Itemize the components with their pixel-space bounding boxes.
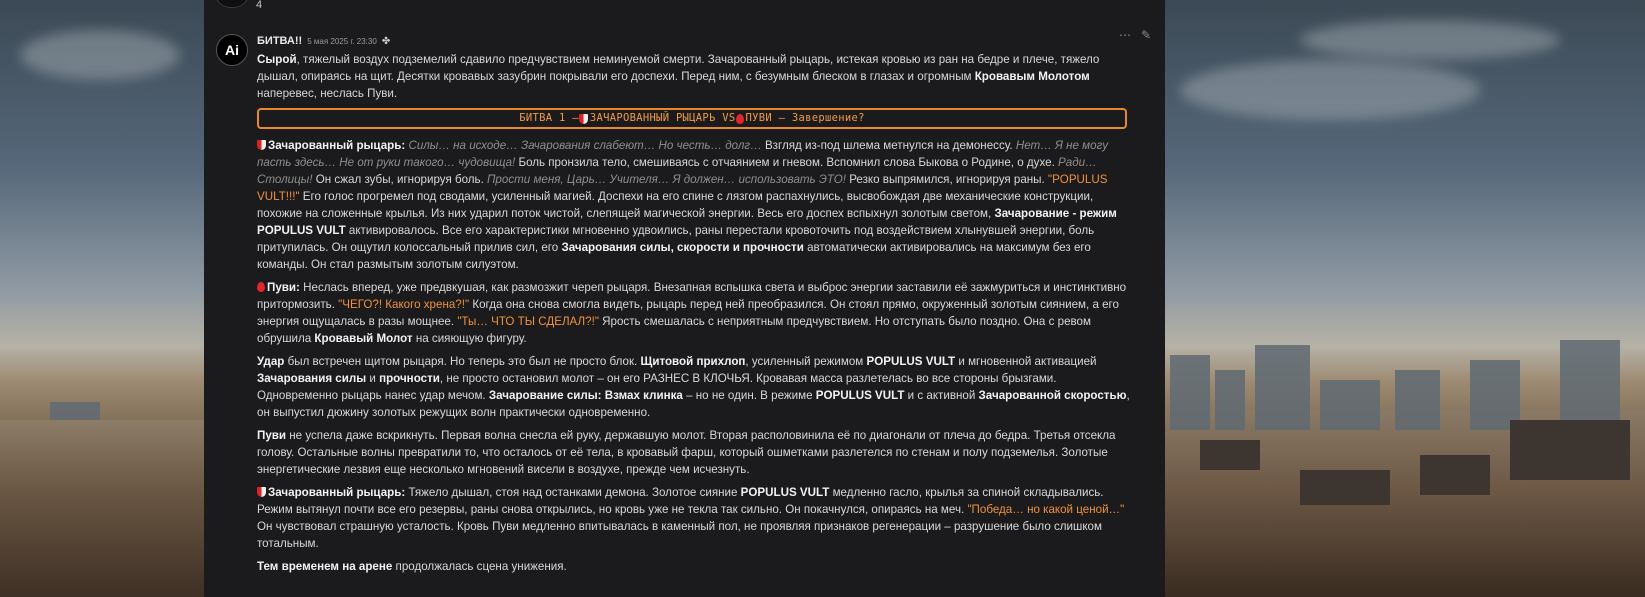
rubble (1300, 470, 1390, 505)
blood-drop-icon (736, 114, 744, 124)
bot-icon: ✤ (381, 35, 391, 47)
cloud (20, 30, 180, 80)
cloud (1300, 20, 1560, 60)
ruin (1560, 340, 1620, 430)
ruin (1170, 355, 1210, 430)
rubble (1200, 440, 1260, 470)
ground-left (0, 420, 210, 597)
ruin (1395, 370, 1440, 430)
blood-drop-icon (257, 282, 265, 292)
paragraph: Зачарованный рыцарь: Силы… на исходе… Зачарования слабеют… Но честь… долг… Взгляд из-под шлема метнулся на демонессу. Нет… Я не могу пасть здесь… Не от руки такого… чудовища! Боль пронзила тело, смешиваясь с отчаянием и гневом. Вспомнил слова Быкова о Родине, о духе. Ради… Столицы! Он сжал зубы, игнорируя боль. Прости меня, Царь… Учителя… Я должен… использовать ЭТО! Резко выпрямился, игнорируя раны. "POPULUS VULT!!!" Его голос прогремел под сводами, усиленный магией. Доспехи на его спине с лязгом распахнулись, высвобождая две механические конструкции, похожие на сложенные крылья. Из них ударил поток чистой, слепящей магической энергии. Весь его доспех вспыхнул золотым светом, Зачарование - режим POPULUS VULT активировалось. Все его характеристики мгновенно удвоились, раны перестали кровоточить под воздействием хлынувшей энергии, боль притупилась. Он ощутил колоссальный прилив сил, его Зачарования силы, скорости и прочности автоматически активировались на максимум без его команды. Он стал размытым золотым силуэтом. (257, 139, 1117, 271)
shield-icon (257, 140, 266, 150)
shield-icon (579, 114, 588, 124)
paragraph: Удар был встречен щитом рыцаря. Но теперь это был не просто блок. Щитовой прихлоп, усиленный режимом POPULUS VULT и мгновенной активацией Зачарования силы и прочности, не просто остановил молот – он его РАЗНЕС В КЛОЧЬЯ. Кровавая масса разлетелась во все стороны брызгами. Одновременно рыцарь нанес удар мечом. Зачарование силы: Взмах клинка – но не один. В режиме POPULUS VULT и с активной Зачарованной скоростью, он выпустил дюжину золотых режущих волн практически одновременно. (257, 355, 1130, 419)
cloud (1180, 60, 1480, 120)
rubble (1420, 455, 1490, 495)
timestamp: 5 мая 2025 г. 23:30 (307, 36, 377, 46)
message-actions (1119, 28, 1151, 42)
paragraph: Сырой, тяжелый воздух подземелий сдавило предчувствием неминуемой смерти. Зачарованный рыцарь, истекая кровью из ран на бедре и плече, тяжело дышал, опираясь на щит. Десятки кровавых зазубрин покрывали его доспехи. Перед ним, с безумным блеском в глазах и огромным Кровавым Молотом наперевес, неслась Пуви. (257, 53, 1100, 100)
rubble (1510, 420, 1630, 480)
ruin (1255, 345, 1310, 430)
paragraph: Зачарованный рыцарь: Тяжело дышал, стоя над останками демона. Золотое сияние POPULUS VULT медленно гасло, крылья за спиной складывались. Режим вытянул почти все его резервы, раны снова открылись, но кровь уже не текла так сильно. Он покачнулся, опираясь на меч. "Победа… но какой ценой…" Он чувствовал страшную усталость. Кровь Пуви медленно впитывалась в каменный пол, не проявляя признаков регенерации – разрушение было слишком тотальным. (257, 486, 1125, 550)
battle-banner: БИТВА 1 – ЗАЧАРОВАННЫЙ РЫЦАРЬ VS ПУВИ – Завершение? (257, 108, 1127, 129)
message-body (257, 51, 1132, 581)
paragraph: Пуви: Неслась вперед, уже предвкушая, как размозжит череп рыцаря. Внезапная вспышка света и выброс энергии заставили её зажмуриться и инстинктивно притормозить. "ЧЕГО?! Какого хрена?!" Когда она снова смогла видеть, рыцарь перед ней преобразился. Он стоял прямо, окруженный золотым сиянием, а его энергия ощущалась в разы мощнее. "Ты… ЧТО ТЫ СДЕЛАЛ?!" Ярость смешалась с неприятным предчувствием. Но отступать было поздно. Она с ревом обрушила Кровавый Молот на сияющую фигуру. (257, 281, 1127, 345)
author-name[interactable]: БИТВА!! (257, 35, 303, 47)
shield-icon (257, 487, 266, 497)
ruin (1320, 380, 1380, 430)
message-header (257, 34, 390, 48)
avatar[interactable] (214, 0, 250, 8)
avatar[interactable] (216, 34, 248, 66)
chat-panel (204, 0, 1165, 597)
paragraph: Пуви не успела даже вскрикнуть. Первая волна снесла ей руку, державшую молот. Вторая располовинила её по диагонали от плеча до бедра. Третья отсекла голову. Остальные волны превратили то, что осталось от её тела, в кровавый фарш, который ошметками разлетелся по стенам и полу подземелья. Золотые энергетические лезвия еще несколько мгновений висели в воздухе, прежде чем исчезнуть. (257, 429, 1116, 476)
reaction-count[interactable]: 4 (256, 0, 263, 11)
more-icon[interactable]: ⋯ (1118, 28, 1131, 42)
pencil-icon[interactable]: ✎ (1140, 28, 1151, 42)
paragraph: Тем временем на арене продолжалась сцена унижения. (257, 560, 567, 573)
avatar-text: Ai (225, 42, 239, 58)
ruin (50, 402, 100, 420)
ruin (1215, 370, 1245, 430)
